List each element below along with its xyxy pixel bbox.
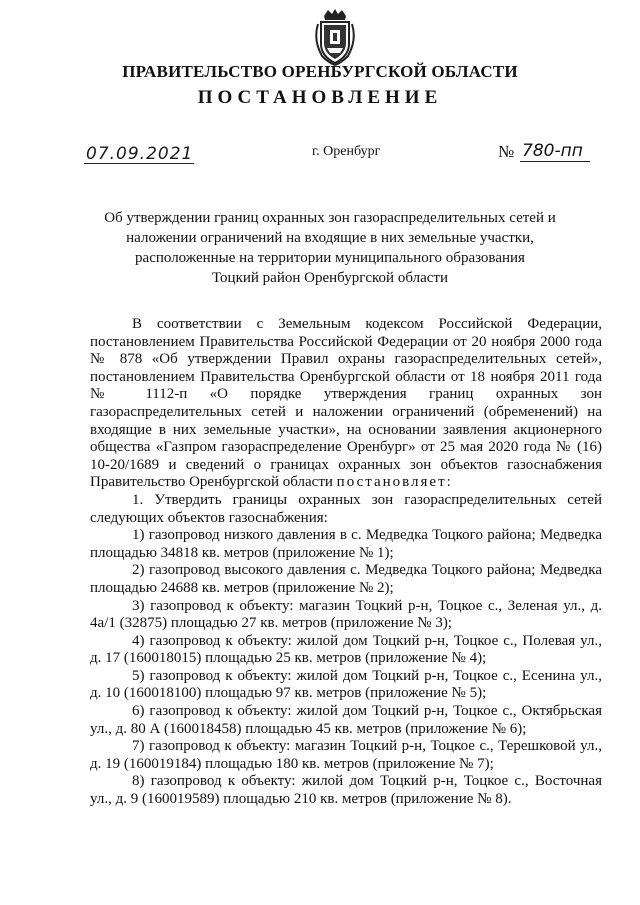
- subject-line: расположенные на территории муниципального образования: [135, 250, 525, 266]
- number-underline: [520, 161, 590, 162]
- list-item: 1) газопровод низкого давления в с. Медведка Тоцкого района; Медведка площадью 34818 кв. метров (приложение № 1);: [90, 527, 602, 561]
- list-item: 5) газопровод к объекту: жилой дом Тоцкий р-н, Тоцкое с., Есенина ул., д. 10 (160018100) площадью 97 кв. метров (приложение № 5);: [90, 667, 602, 702]
- list-item: 7) газопровод к объекту: магазин Тоцкий р-н, Тоцкое с., Терешковой ул., д. 19 (160019184) площадью 180 кв. метров (приложение № 7);: [90, 738, 602, 772]
- list-item: 3) газопровод к объекту: магазин Тоцкий р-н, Тоцкое с., Зеленая ул., д. 4а/1 (32875) площадью 27 кв. метров (приложение № 3);: [90, 597, 602, 632]
- list-item: 8) газопровод к объекту: жилой дом Тоцкий р-н, Тоцкое с., Восточная ул., д. 9 (160019589) площадью 210 кв. метров (приложение № 8).: [90, 773, 602, 808]
- date-underline: [84, 163, 194, 164]
- government-name: ПРАВИТЕЛЬСТВО ОРЕНБУРГСКОЙ ОБЛАСТИ: [122, 62, 518, 81]
- oblast-coat-of-arms-icon: [312, 8, 358, 66]
- subject-line: Тоцкий район Оренбургской области: [212, 270, 448, 286]
- resolves-word: постановляет:: [336, 474, 453, 491]
- list-item: 2) газопровод высокого давления с. Медведка Тоцкого района; Медведка площадью 24688 кв. метров (приложение № 2);: [90, 562, 602, 596]
- list-item: 4) газопровод к объекту: жилой дом Тоцкий р-н, Тоцкое с., Полевая ул., д. 17 (160018015) площадью 25 кв. метров (приложение № 4);: [90, 632, 602, 667]
- document-number: 780-пп: [522, 141, 583, 161]
- document-city: г. Оренбург: [312, 144, 381, 159]
- subject-line: Об утверждении границ охранных зон газораспределительных сетей и: [104, 210, 556, 226]
- document-title: ПОСТАНОВЛЕНИЕ: [197, 87, 443, 108]
- document-body: [90, 316, 602, 809]
- document-subject: [80, 208, 580, 288]
- clause-1: 1. Утвердить границы охранных зон газораспределительных сетей следующих объектов газоснабжения:: [90, 491, 602, 526]
- preamble-text: В соответствии с Земельным кодексом Российской Федерации, постановлением Правительства Российской Федерации от 20 ноября 2000 года № 878 «Об утверждении Правил охраны газораспределительных сетей», постановлением Правительства Оренбургской области от 18 ноября 2011 года № 1112-п «О порядке утверждения границ охранных зон газораспределительных сетей и наложении ограничений (обременений) на входящие в них земельные участки», на основании заявления акционерного общества «Газпром газораспределение Оренбург» от 25 мая 2020 года № (16) 10-20/1689 и сведений о границах охранных зон объектов газоснабжения Правительство Оренбургской области: [90, 316, 602, 491]
- document-date: 07.09.2021: [86, 144, 194, 164]
- subject-line: наложении ограничений на входящие в них земельные участки,: [126, 230, 534, 246]
- list-item: 6) газопровод к объекту: жилой дом Тоцкий р-н, Тоцкое с., Октябрьская ул., д. 80 А (160018458) площадью 45 кв. метров (приложение № 6);: [90, 703, 602, 737]
- preamble-paragraph: [90, 316, 602, 492]
- number-sign: №: [498, 142, 515, 161]
